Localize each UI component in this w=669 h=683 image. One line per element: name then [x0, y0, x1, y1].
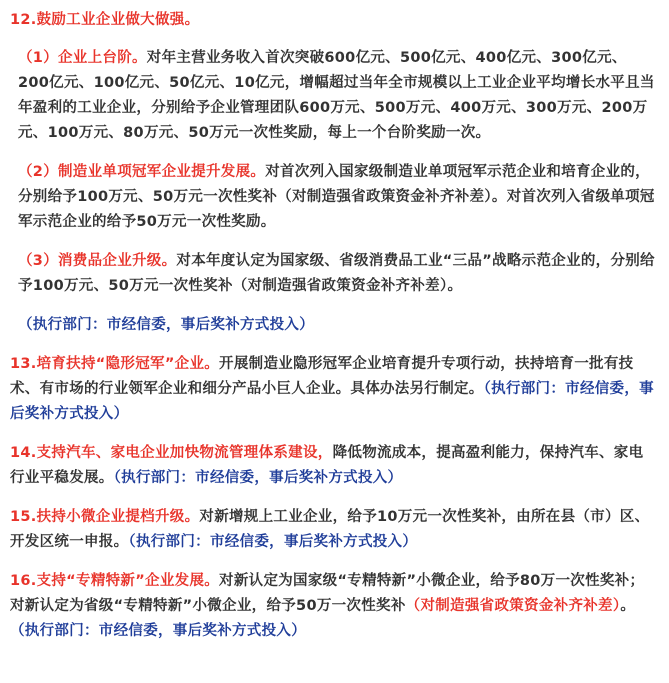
section-16-body: 对新认定为国家级“专精特新”小微企业，给予80万一次性奖补；对新认定为省级“专精特新”小微企业，给予50万一次性奖补 — [10, 573, 645, 614]
section-15 — [10, 505, 657, 555]
section-13-title: 13.培育扶持“隐形冠军”企业。 — [10, 356, 220, 372]
section-14 — [10, 441, 657, 491]
section-13-dept: （执行部门：市经信委，事后奖补方式投入） — [10, 381, 654, 422]
section-12-dept — [10, 313, 657, 338]
section-13-body: 开展制造业隐形冠军企业培育提升专项行动，扶持培育一批有技术、有市场的行业领军企业和细分产品小巨人企业。具体办法另行制定。 — [10, 356, 634, 397]
item-3-body: 对本年度认定为国家级、省级消费品工业“三品”战略示范企业的，分别给予100万元、50万元一次性奖补（对制造强省政策资金补齐补差）。 — [18, 253, 655, 294]
section-16-title: 16.支持“专精特新”企业发展。 — [10, 573, 220, 589]
section-12-item-2 — [10, 160, 657, 235]
section-12-title: 12.鼓励工业企业做大做强。 — [10, 12, 200, 28]
section-14-dept: （执行部门：市经信委，事后奖补方式投入） — [113, 470, 403, 486]
section-16-dept: （执行部门：市经信委，事后奖补方式投入） — [10, 623, 306, 639]
section-15-body: 对新增规上工业企业，给予10万元一次性奖补，由所在县（市）区、开发区统一申报。 — [10, 509, 650, 550]
section-14-title: 14.支持汽车、家电企业加快物流管理体系建设， — [10, 445, 333, 461]
section-16 — [10, 569, 657, 644]
item-2-body: 对首次列入国家级制造业单项冠军示范企业和培育企业的，分别给予100万元、50万元一次性奖补（对制造强省政策资金补齐补差）。对首次列入省级单项冠军示范企业的给予50万元一次性奖励。 — [18, 164, 655, 230]
item-1-body: 对年主营业务收入首次突破600亿元、500亿元、400亿元、300亿元、200亿元、100亿元、50亿元、10亿元，增幅超过当年全市规模以上工业企业平均增长水平且当年盈利的工业企业，分别给予企业管理团队600万元、500万元、400万元、300万元、200万元、100万元、80万元、50万元一次性奖励，每上一个台阶奖励一次。 — [18, 50, 655, 141]
section-12-item-3 — [10, 249, 657, 299]
item-3-lead: （3）消费品企业升级。 — [18, 253, 177, 269]
section-16-tail: 。 — [620, 598, 636, 614]
section-14-body: 降低物流成本，提高盈利能力，保持汽车、家电行业平稳发展。 — [10, 445, 644, 486]
section-12-heading — [10, 8, 657, 33]
section-15-dept: （执行部门：市经信委，事后奖补方式投入） — [128, 534, 418, 550]
section-15-title: 15.扶持小微企业提档升级。 — [10, 509, 200, 525]
section-13 — [10, 352, 657, 427]
item-1-lead: （1）企业上台阶。 — [18, 50, 147, 66]
section-16-red-note: （对制造强省政策资金补齐补差） — [405, 598, 621, 614]
item-2-lead: （2）制造业单项冠军企业提升发展。 — [18, 164, 266, 180]
section-12-item-1 — [10, 46, 657, 146]
section-12-dept-text: （执行部门：市经信委，事后奖补方式投入） — [18, 317, 314, 333]
